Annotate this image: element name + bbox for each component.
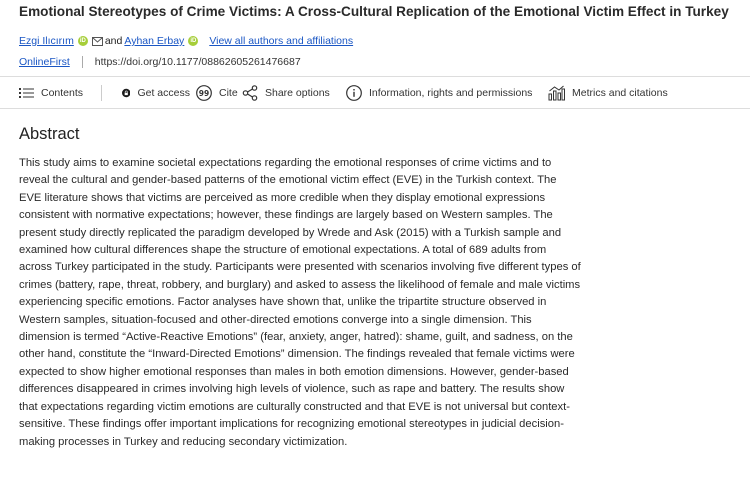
view-all-authors-link[interactable]: View all authors and affiliations (209, 35, 354, 47)
contents-label: Contents (41, 86, 84, 99)
online-first-link[interactable]: OnlineFirst (19, 56, 70, 68)
orcid-icon[interactable]: iD (79, 38, 86, 44)
info-icon (346, 85, 362, 101)
contents-button[interactable] (0, 77, 101, 108)
get-access-button[interactable] (102, 77, 190, 108)
mail-icon[interactable] (92, 37, 103, 46)
divider (82, 56, 83, 68)
author-link-1[interactable]: Ezgi Ilıcırım (19, 35, 74, 47)
info-label: Information, rights and permissions (369, 86, 533, 99)
share-label: Share options (265, 86, 330, 99)
author-link-2[interactable]: Ayhan Erbay (124, 35, 185, 47)
svg-text:99: 99 (198, 88, 210, 98)
quote-icon (196, 85, 212, 101)
information-rights-button[interactable] (346, 77, 548, 108)
publication-meta (19, 56, 301, 68)
doi-text: https://doi.org/10.1177/08862605261476687 (94, 56, 301, 68)
and-text: and (104, 35, 123, 47)
orcid-icon[interactable]: iD (190, 38, 197, 44)
menu-icon (19, 87, 34, 99)
share-options-button[interactable] (242, 77, 346, 108)
cite-label: Cite (219, 86, 238, 99)
lock-icon (122, 85, 130, 101)
abstract-heading: Abstract (19, 125, 80, 143)
article-title: Emotional Stereotypes of Crime Victims: A Cross-Cultural Replication of the Emotional Victim Effect in Turkey (19, 4, 729, 19)
abstract-text: This study aims to examine societal expectations regarding the emotional responses of crime victims and to reveal the cultural and gender-based patterns of the emotional victim effect (EVE) in the Turkish context. The EVE literature shows that victims are perceived as more credible when they display emotional expressions consistent with normative expectations; however, these findings are largely based on Western samples. The present study directly replicated the paradigm developed by Wrede and Ask (2015) with a Turkish sample and examined how cultural differences shape the structure of emotional expectations. A total of 689 adults from across Turkey participated in the study. Participants were presented with scenarios involving five different types of crimes (battery, rape, threat, robbery, and burglary) and asked to assess the likelihood of female and male victims experiencing specific emotions. Factor analyses have shown that, unlike the tripartite structure observed in Western samples, situation-focused and other-directed emotions converge into a single dimension. This dimension is termed “Active-Reactive Emotions” (fear, anxiety, anger, hatred): shame, guilt, and sadness, on the other hand, constitute the “Inward-Directed Emotions” dimension. The findings revealed that female victims were expected to show higher emotional responses than males in both emotion dimensions. However, gender-based differences disappeared in crimes involving high levels of violence, such as rape and battery. The results show that expectations regarding victim emotions are culturally constructed and that EVE is not universal but context-sensitive. These findings offer important implications for recognizing emotional stereotypes in judicial decision-making processes in Turkey and reducing secondary victimization. (19, 157, 581, 448)
cite-button[interactable] (190, 77, 242, 108)
author-list (19, 35, 353, 47)
metrics-citations-button[interactable] (548, 77, 668, 108)
share-icon (242, 85, 258, 101)
article-toolbar (0, 76, 750, 109)
bar-chart-icon (548, 85, 565, 101)
metrics-label: Metrics and citations (572, 86, 668, 99)
get-access-label: Get access (137, 86, 190, 99)
